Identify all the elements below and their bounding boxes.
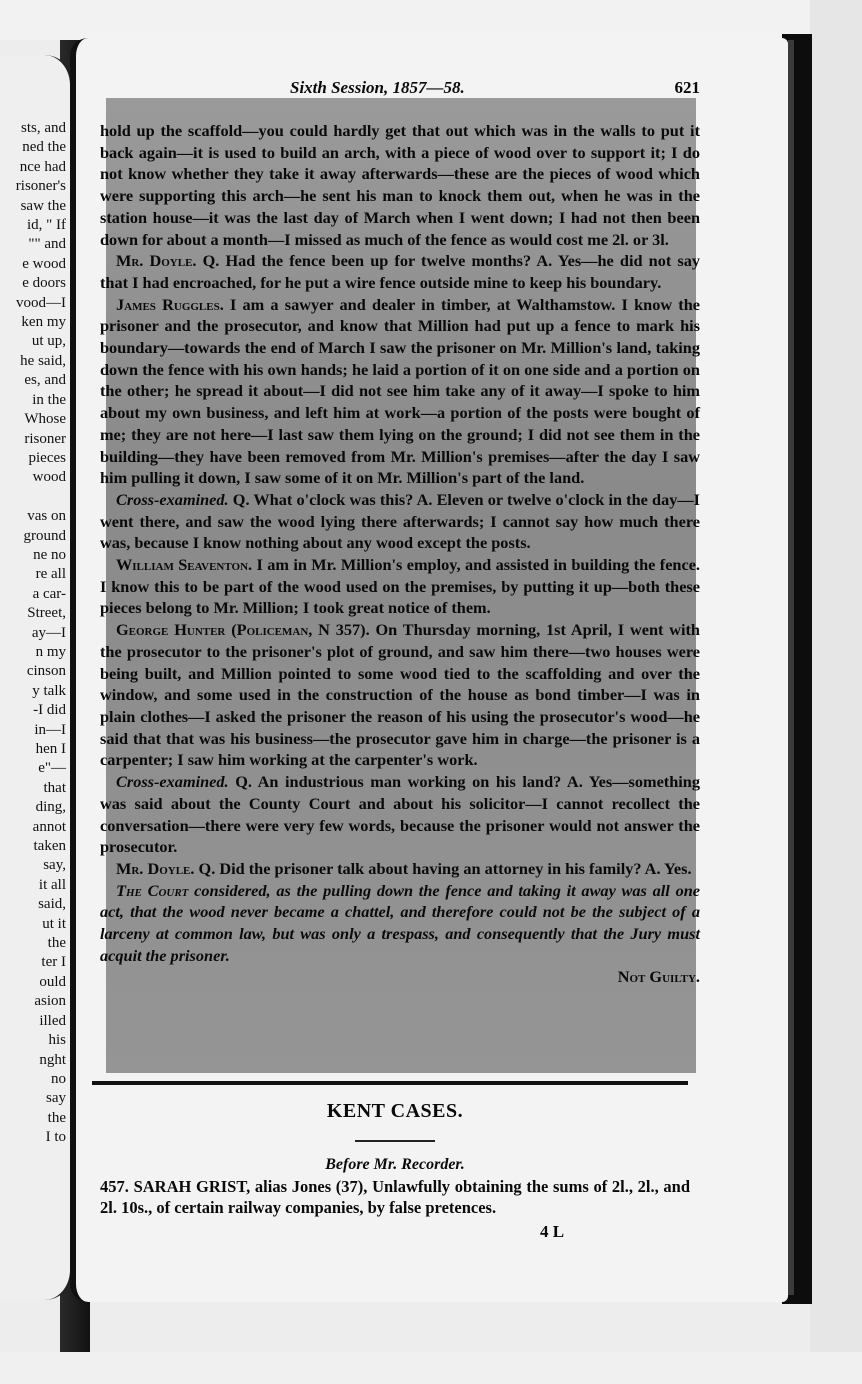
facing-page-line: saw the — [20, 197, 66, 214]
facing-page-line: I to — [45, 1129, 66, 1146]
speaker: Mr. Doyle. — [116, 858, 195, 878]
facing-page-line: vas on — [27, 508, 66, 525]
signature-mark: 4 L — [540, 1222, 565, 1241]
facing-page-text — [0, 119, 66, 1148]
facing-page-line: ken my — [21, 314, 66, 331]
paragraph-text: I am in Mr. Million's employ, and assisted in building the fence. I know this to be part of the wood used on the premises, by putting it up—both these pieces belong to Mr. Million; I took great notice of them. — [100, 555, 701, 618]
facing-page-line: hen I — [35, 741, 66, 757]
title-underline — [355, 1140, 435, 1142]
facing-page-line: his — [48, 1032, 66, 1049]
facing-page-line: in the — [32, 391, 66, 408]
verdict: Not Guilty. — [617, 967, 700, 987]
facing-page-line: Street, — [27, 605, 66, 622]
paragraph-text: Q. An industrious man working on his land? A. Yes—something was said about the County Court and about his solicitor—I cannot recollect the conversation—there were very few words, because the prisoner would not answer the prosecutor. — [100, 772, 700, 857]
paragraph-text: Q. Had the fence been up for twelve months? A. Yes—he did not say that I had encroached, for he put a wire fence outside mine to keep his boundary. — [100, 251, 700, 292]
facing-page-line: say — [46, 1090, 66, 1107]
paragraph — [100, 489, 700, 554]
facing-page-line: ut it — [42, 915, 66, 932]
paragraph-text: Q. Did the prisoner talk about having an attorney in his family? A. Yes. — [198, 858, 692, 878]
facing-page-line: asion — [34, 993, 66, 1010]
facing-page-line: Whose — [24, 411, 66, 428]
facing-page-line: pieces — [28, 449, 66, 466]
facing-page-line: the — [47, 1109, 66, 1126]
facing-page-line: the — [47, 935, 66, 952]
testimony-body — [100, 120, 700, 988]
court-ruling — [100, 880, 700, 967]
facing-page-left — [0, 55, 74, 1300]
paragraph-text: I am a sawyer and dealer in timber, at Walthamstow. I know the prisoner and the prosecutor, and know that Million had put up a fence to mark his boundary—towards the end of March I saw the prisoner on Mr. Million's land, taking down the fence with his own hands; he laid a portion of it on one side and a portion on the other; he spread it about—I did not see him take any of it away—I spoke to him about my own business, and left him at work—a portion of the posts were bought of me; they are not here—I last saw them lying on the ground; I did not see them in the building—they have been removed from Mr. Million's premises—after the day I saw him pulling it down, I saw some of it on Mr. Million's part of the land. — [100, 294, 700, 488]
paragraph — [100, 250, 700, 293]
facing-page-line — [0, 488, 66, 507]
facing-page-line: he said, — [20, 352, 66, 369]
speaker: Mr. Doyle. — [116, 251, 197, 271]
speaker: George Hunter (Policeman, N 357). — [116, 620, 370, 640]
case-number: 457. — [100, 1177, 129, 1196]
speaker: Cross-examined. — [116, 772, 229, 792]
speaker: James Ruggles. — [116, 294, 224, 314]
page-edge-highlight — [788, 40, 794, 1295]
court-label: The Court — [116, 880, 189, 900]
paragraph-text: On Thursday morning, 1st April, I went with the prosecutor to the prisoner's plot of ground, and saw him there—two houses were being built, and Million pointed to some wood tied to the scaffolding and over the window, and some used in the construction of the house as bond timber—I was in plain clothes—I asked the prisoner the reason of his using the prosecutor's wood—he said that that was his business—the prosecutor gave him in charge—the prisoner is a carpenter; I saw him working at the carpenter's work. — [100, 620, 700, 770]
facing-page-line: cinson — [26, 663, 66, 680]
facing-page-line: no — [51, 1070, 66, 1087]
paragraph — [100, 554, 700, 619]
facing-page-line: ground — [23, 527, 66, 544]
running-header — [100, 78, 700, 104]
facing-page-line: annot — [32, 818, 66, 835]
paragraph — [100, 294, 700, 489]
facing-page-line: nght — [39, 1051, 66, 1068]
facing-page-line: risoner — [24, 430, 66, 447]
facing-page-line: ut up, — [31, 333, 66, 350]
facing-page-line: ould — [39, 973, 66, 990]
speaker: William Seaventon. — [116, 555, 253, 575]
facing-page-line: ned the — [22, 139, 66, 156]
facing-page-line: y talk — [32, 682, 66, 699]
facing-page-line: it all — [38, 876, 66, 893]
facing-page-line: risoner's — [15, 178, 66, 195]
facing-page-line: -I did — [33, 702, 66, 719]
facing-page-line: n my — [35, 643, 66, 660]
case-text: SARAH GRIST, alias Jones (37), Unlawfully obtaining the sums of 2l., 2l., and 2l. 10s., of certain railway companies, by false pretences. — [100, 1177, 690, 1217]
paragraph — [100, 619, 700, 771]
facing-page-line: ter I — [41, 954, 66, 971]
facing-page-line: that — [43, 779, 66, 796]
paragraph: hold up the scaffold—you could hardly get that out which was in the walls to put it back again—it is used to build an arch, with a piece of wood over to support it; I do not know whether they take it away afterwards—these are the pieces of wood which were supporting this arch—he sent his man to knock them out, when he was in the station house—it was the last day of March when I went down; I had not then been down for about a month—I missed as much of the fence as would cost me 2l. or 3l. — [100, 121, 700, 249]
facing-page-line: nce had — [19, 158, 66, 175]
running-title: Sixth Session, 1857—58. — [290, 78, 465, 97]
ruling-text: considered, as the pulling down the fence and taking it away was all one act, that the wood never became a chattel, and therefore could not be the subject of a larceny at common law, but was only a trespass, and consequently that the Jury must acquit the prisoner. — [100, 880, 700, 965]
scan-top-margin — [0, 0, 862, 40]
paragraph-text: Q. What o'clock was this? A. Eleven or twelve o'clock in the day—I went there, and saw the wood lying there afterwards; I cannot say how much there was, because I know nothing about any wood except the posts. — [100, 489, 700, 553]
facing-page-line: taken — [33, 838, 66, 855]
speaker: Cross-examined. — [116, 489, 229, 509]
case-entry — [100, 1176, 690, 1218]
page-number: 621 — [674, 78, 700, 97]
facing-page-line: illed — [39, 1012, 66, 1029]
facing-page-line: said, — [38, 896, 66, 913]
paragraph — [100, 858, 700, 880]
facing-page-line: ding, — [35, 799, 66, 816]
facing-page-line: re all — [35, 566, 66, 583]
facing-page-line: id, " If — [26, 217, 66, 234]
facing-page-line: e wood — [22, 255, 66, 272]
facing-page-line: es, and — [24, 372, 66, 389]
facing-page-line: sts, and — [21, 120, 66, 136]
section-rule — [92, 1081, 688, 1085]
facing-page-line: ne no — [33, 546, 66, 563]
facing-page-line: a car- — [32, 585, 66, 602]
facing-page-line: vood—I — [16, 294, 66, 311]
facing-page-line: ay—I — [31, 624, 66, 641]
scan-right-margin — [810, 0, 862, 1384]
facing-page-line: in—I — [34, 721, 66, 738]
section-title: KENT CASES. — [326, 1100, 464, 1122]
facing-page-line: say, — [43, 857, 66, 874]
scan-bottom-margin — [0, 1352, 862, 1384]
facing-page-line: e"— — [38, 760, 66, 777]
facing-page-line: wood — [32, 469, 66, 486]
paragraph — [100, 771, 700, 858]
before-judge: Before Mr. Recorder. — [325, 1156, 465, 1173]
facing-page-line: e doors — [22, 275, 66, 292]
facing-page-line: "" and — [28, 236, 66, 253]
